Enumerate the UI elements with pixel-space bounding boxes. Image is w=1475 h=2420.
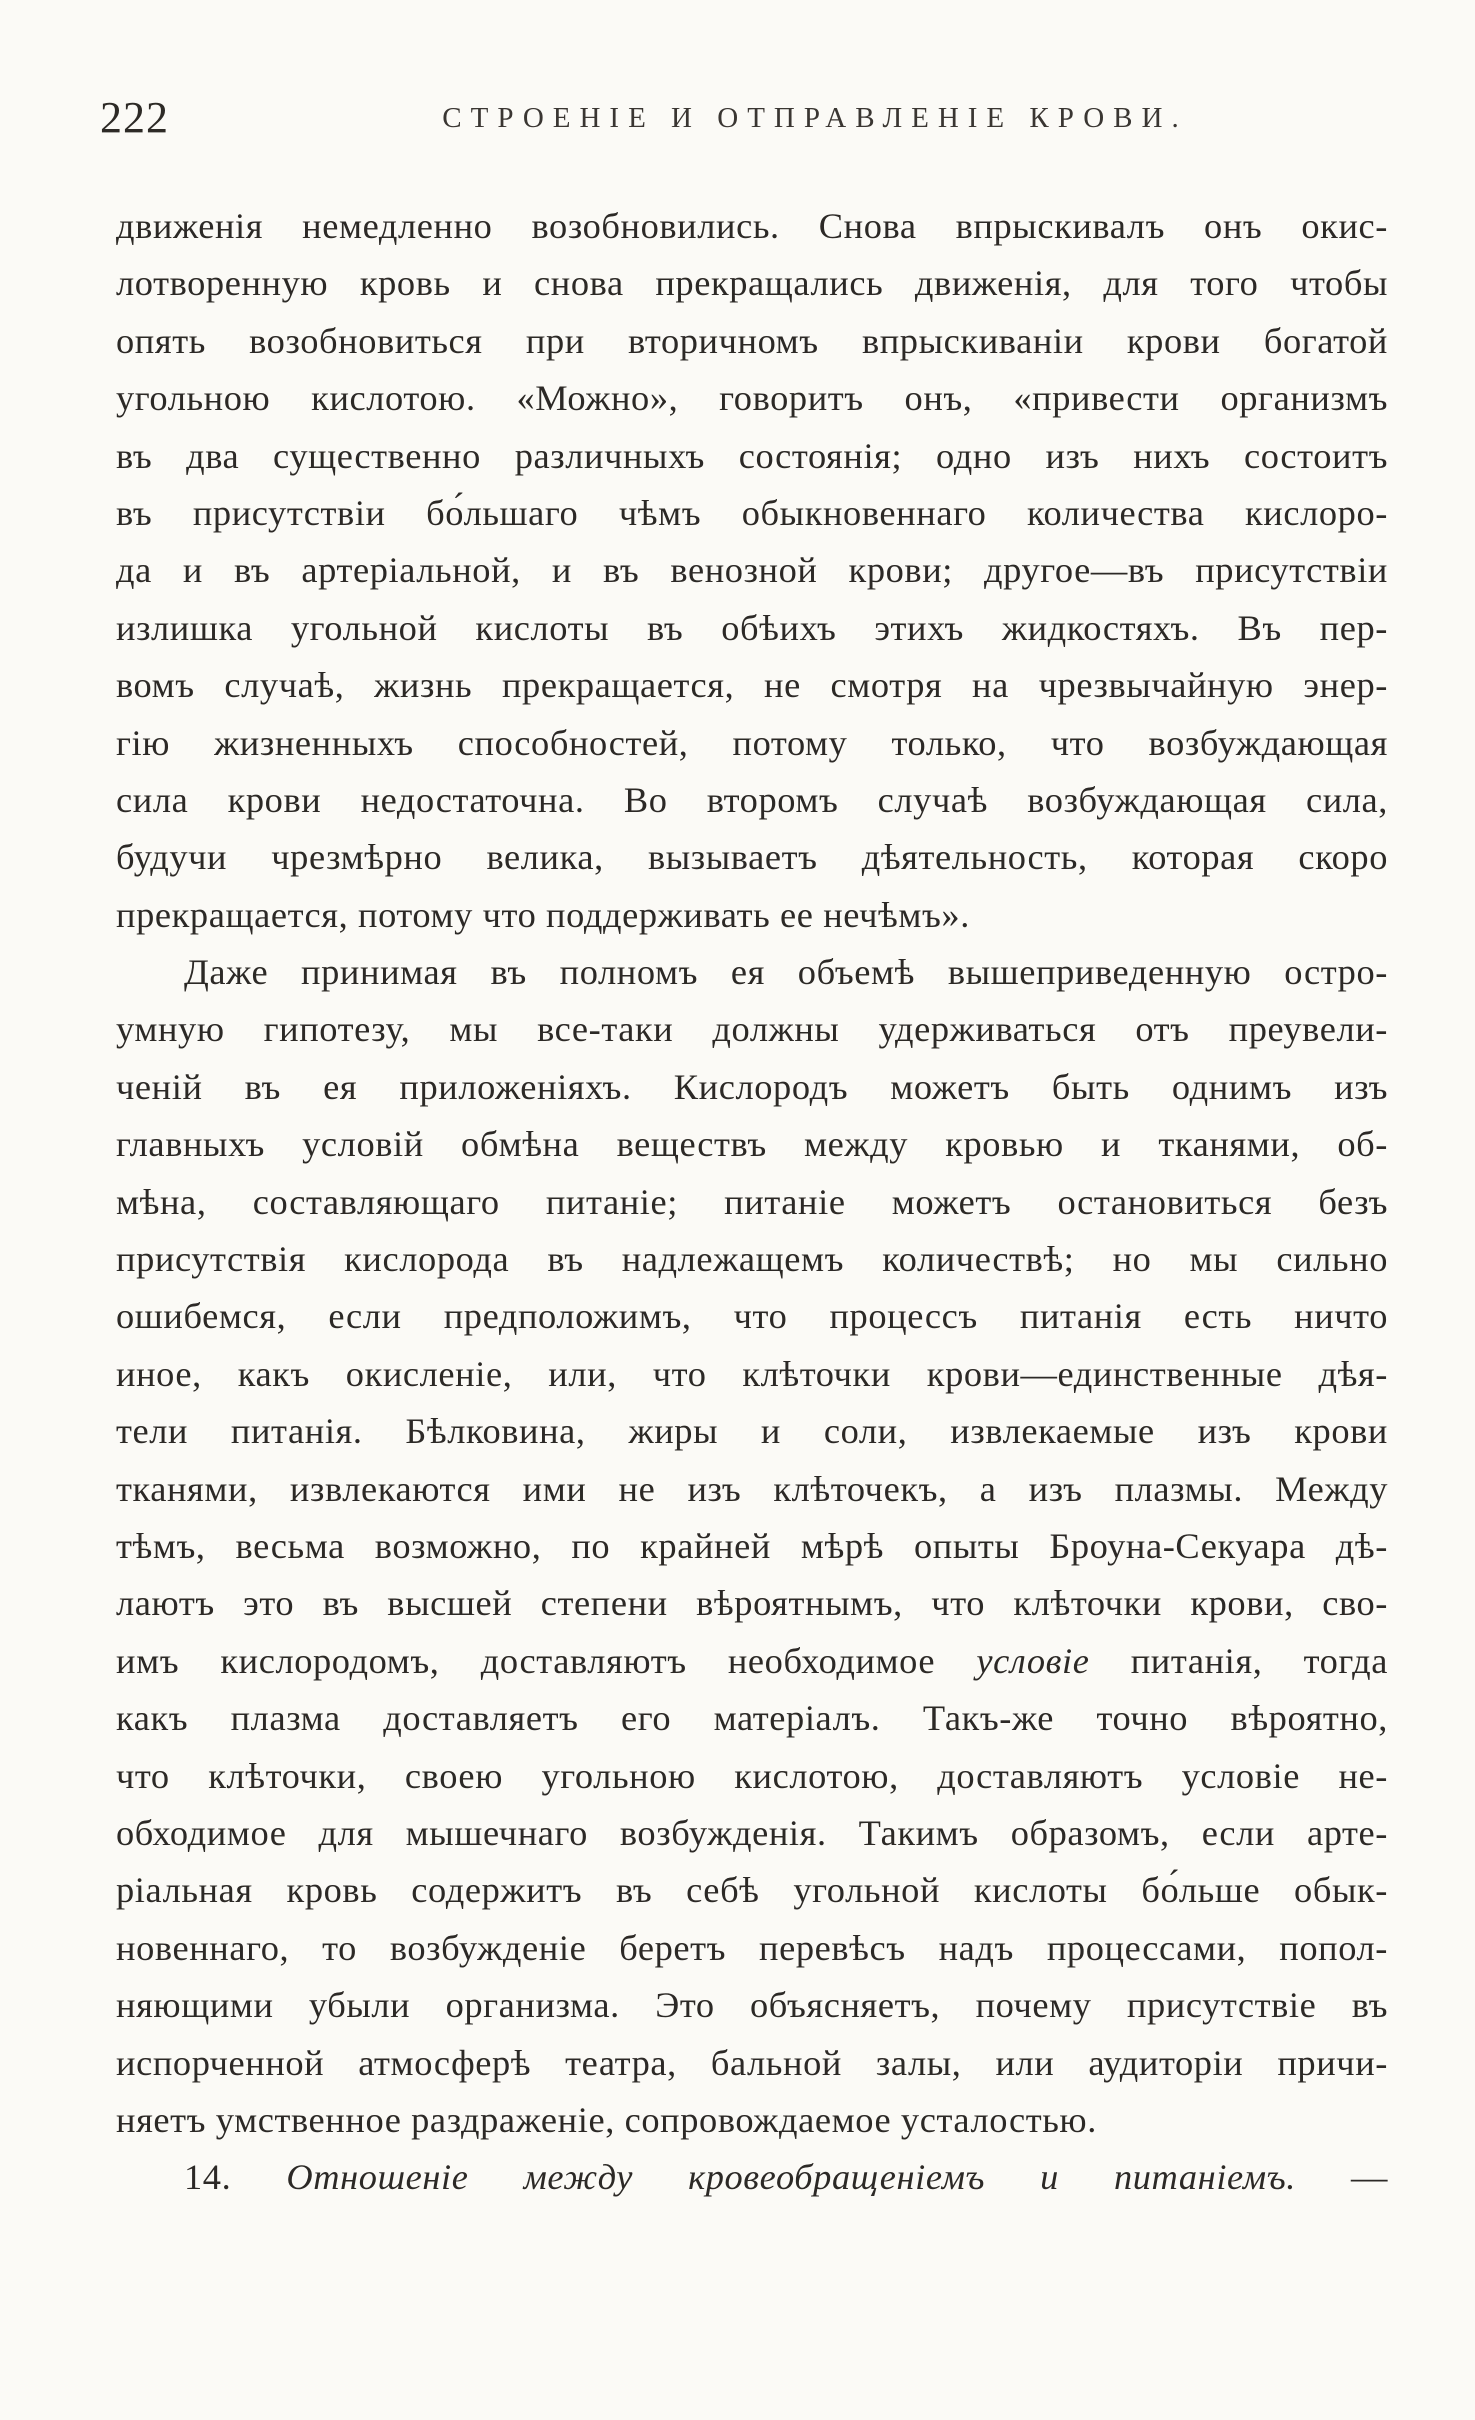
text-line: иное, какъ окисленіе, или, что клѣточки крови—единственные дѣя- [116,1353,1388,1394]
page-number: 222 [100,93,169,142]
section-number: 14. [184,2157,232,2198]
text-line: опять возобновиться при вторичномъ впрыскиваніи крови богатой [116,320,1388,361]
text-line: няетъ умственное раздраженіе, сопровождаемое усталостью. [116,2099,1097,2140]
text-line: ошибемся, если предположимъ, что процессъ питанія есть ничто [116,1296,1388,1337]
body-text [116,198,1388,2207]
section-dash: — [1350,2157,1388,2198]
text-line: излишка угольной кислоты въ обѣихъ этихъ жидкостяхъ. Въ пер- [116,607,1388,648]
section-heading [116,2149,1388,2206]
paragraph-first-line: Даже принимая въ полномъ ея объемѣ вышеприведенную остро- [184,952,1388,993]
text-line: тканями, извлекаются ими не изъ клѣточекъ, а изъ плазмы. Между [116,1468,1388,1509]
text-line: испорченной атмосферѣ театра, бальной залы, или аудиторіи причи- [116,2042,1388,2083]
section-title: Отношеніе между кровеобращеніемъ и питаніемъ. [286,2157,1296,2198]
text-line: въ присутствіи бо́льшаго чѣмъ обыкновеннаго количества кислоро- [116,492,1388,533]
text-line: тѣмъ, весьма возможно, по крайней мѣрѣ опыты Броуна-Секуара дѣ- [116,1525,1388,1566]
text-line: обходимое для мышечнаго возбужденія. Такимъ образомъ, если арте- [116,1812,1388,1853]
text-line: мѣна, составляющаго питаніе; питаніе можетъ остановиться безъ [116,1181,1388,1222]
text-line: главныхъ условій обмѣна веществъ между кровью и тканями, об- [116,1124,1388,1165]
text-line: гію жизненныхъ способностей, потому только, что возбуждающая [116,722,1388,763]
text-line: вомъ случаѣ, жизнь прекращается, не смотря на чрезвычайную энер- [116,665,1388,706]
text-line: да и въ артеріальной, и въ венозной крови; другое—въ присутствіи [116,550,1388,591]
text-line: какъ плазма доставляетъ его матеріалъ. Такъ-же точно вѣроятно, [116,1698,1388,1739]
text-line: новеннаго, то возбужденіе беретъ перевѣсъ надъ процессами, попол- [116,1927,1388,1968]
text-line: прекращается, потому что поддерживать ее нечѣмъ». [116,894,970,935]
text-line: лотворенную кровь и снова прекращались движенія, для того чтобы [116,263,1388,304]
text-line: умную гипотезу, мы все-таки должны удерживаться отъ преувели- [116,1009,1388,1050]
text-line: лаютъ это въ высшей степени вѣроятнымъ, что клѣточки крови, сво- [116,1583,1388,1624]
text-line: ріальная кровь содержитъ въ себѣ угольной кислоты бо́льше обык- [116,1870,1388,1911]
text-line: тели питанія. Бѣлковина, жиры и соли, извлекаемые изъ крови [116,1411,1388,1452]
text-segment: питанія, тогда [1130,1640,1388,1681]
running-head: СТРОЕНІЕ И ОТПРАВЛЕНІЕ КРОВИ. [442,102,1188,134]
text-line: присутствія кислорода въ надлежащемъ количествѣ; но мы сильно [116,1239,1388,1280]
text-line-with-italic [116,1633,1388,1690]
text-line: будучи чрезмѣрно велика, вызываетъ дѣятельность, которая скоро [116,837,1388,878]
text-line: няющими убыли организма. Это объясняетъ, почему присутствіе въ [116,1985,1388,2026]
text-segment: имъ кислородомъ, доставляютъ необходимое [116,1640,936,1681]
text-line: ченій въ ея приложеніяхъ. Кислородъ можетъ быть однимъ изъ [116,1066,1388,1107]
text-line: движенія немедленно возобновились. Снова впрыскивалъ онъ окис- [116,206,1388,246]
italic-term: условіе [976,1640,1090,1681]
text-line: въ два существенно различныхъ состоянія; одно изъ нихъ состоитъ [116,435,1388,476]
text-line: угольною кислотою. «Можно», говоритъ онъ, «привести организмъ [116,378,1388,419]
text-line: что клѣточки, своею угольною кислотою, доставляютъ условіе не- [116,1755,1388,1796]
page-header [100,92,1390,152]
text-line: сила крови недостаточна. Во второмъ случаѣ возбуждающая сила, [116,779,1388,820]
